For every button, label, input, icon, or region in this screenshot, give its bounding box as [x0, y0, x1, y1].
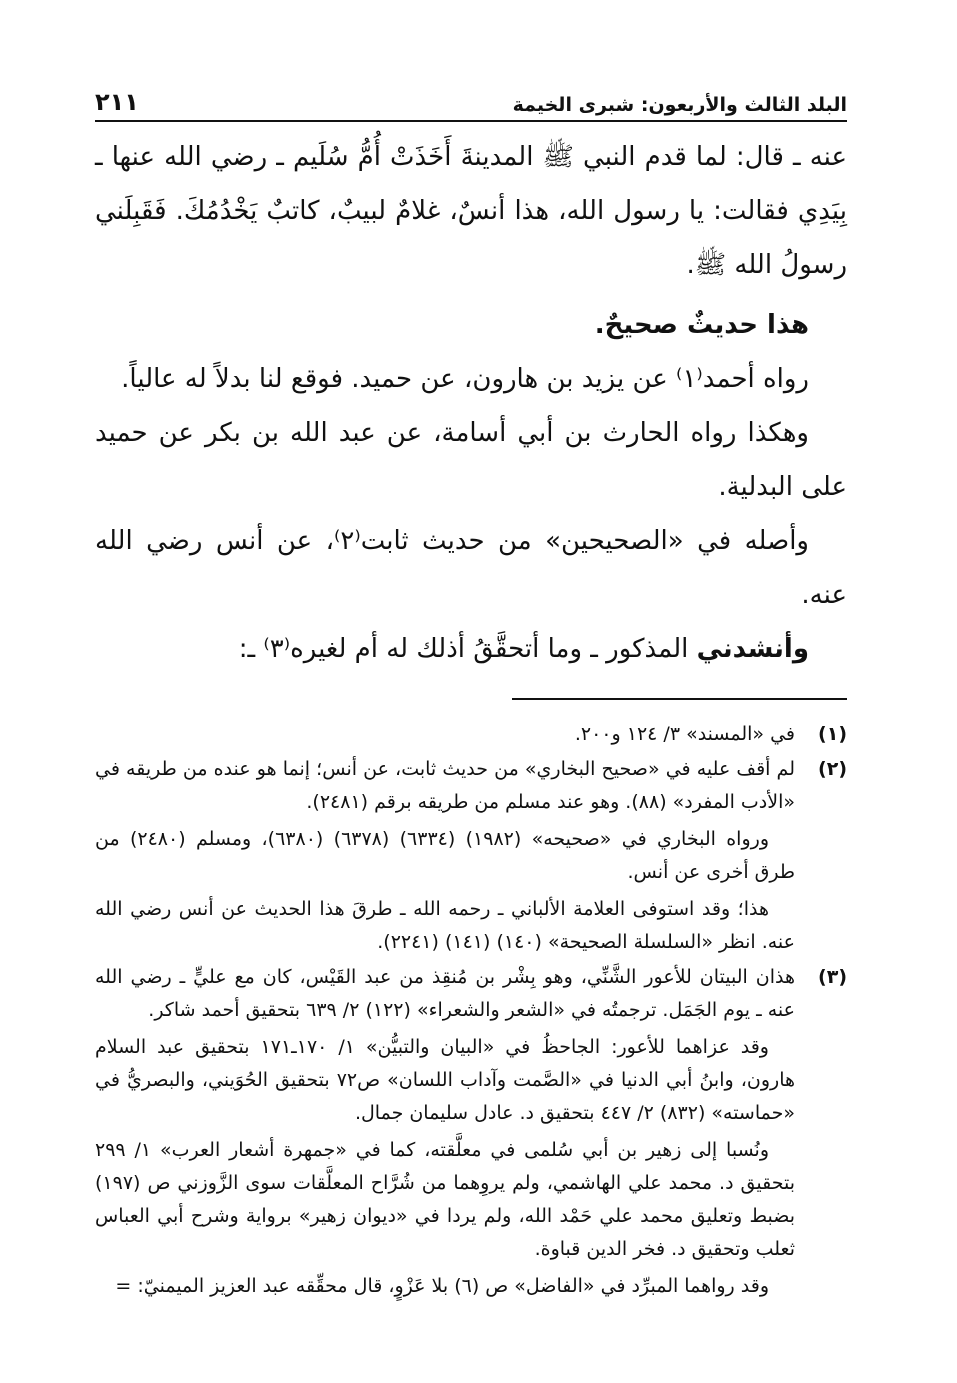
running-title: البلد الثالث والأربعون: شبرى الخيمة [512, 94, 847, 116]
book-page [95, 70, 847, 1305]
paragraph-narration-harith: وهكذا رواه الحارث بن أبي أسامة، عن عبد الله بن بكر عن حميد على البدلية. [95, 418, 847, 502]
footnote-text: ونُسبا إلى زهير بن أبي سُلمى في معلَّقته، كما في «جمهرة أشعار العرب» ١/ ٢٩٩ بتحقيق د. محمد علي الهاشمي، ولم يروِهما من شُرَّاح المعلَّقات سوى الزَّوزني ص (١٩٧) بضبط وتعليق محمد علي حَمْد الله، ولم يردا في «ديوان زهير» برواية وشرح أبي العباس ثعلب وتحقيق د. فخر الدين قباوة. [95, 1139, 795, 1260]
page-header [95, 70, 847, 122]
footnote-text: في «المسند» ٣/ ١٢٤ و٢٠٠. [574, 723, 795, 745]
footnotes [95, 718, 847, 1303]
footnote-1 [95, 718, 847, 751]
footnote-3 [95, 961, 847, 1303]
footnote-text: هذا؛ وقد استوفى العلامة الألباني ـ رحمه الله ـ طرقَ هذا الحديث عن أنس رضي الله عنه. انظر «السلسلة الصحيحة» (١٤٠) (١٤١) (٢٢٤١). [95, 898, 795, 953]
main-text [95, 130, 847, 676]
poem-intro-rest: المذكور ـ وما أتحقَّقُ أذلك له أم لغيره⁽٣⁾ ـ: [238, 634, 697, 664]
paragraph-hadith: عنه ـ قال: لما قدم النبي ﷺ المدينةَ أَخَذَتْ أُمُّ سُلَيم ـ رضي الله عنها ـ بِيَدِي فقالت: يا رسول الله، هذا أنسٌ، غلامٌ لبيبٌ، كاتبٌ يَخْدُمُكَ. فَقَبِلَني رسولُ الله ﷺ. [95, 142, 847, 280]
poem-intro-lead: وأنشدني [696, 634, 809, 664]
footnote-text: هذان البيتان للأعور الشَّنِّي، وهو بِشْر بن مُنقِذ من عبد القَيْس، كان مع عليٍّ ـ رضي الله عنه ـ يوم الجَمَل. ترجمتُه في «الشعر والشعراء» (١٢٢) ٢/ ٦٣٩ بتحقيق أحمد شاكر. [95, 966, 795, 1021]
footnote-text: ورواه البخاري في «صحيحه» (١٩٨٢) (٦٣٣٤) (٦٣٧٨) (٦٣٨٠)، ومسلم (٢٤٨٠) من طرق أخرى عن أنس. [95, 828, 795, 883]
paragraph-narration-ahmad: رواه أحمد⁽١⁾ عن يزيد بن هارون، عن حميد. فوقع لنا بدلاً له عالياً. [121, 364, 809, 394]
paragraph-poem-intro [95, 622, 847, 676]
footnote-number: (٣) [818, 966, 847, 988]
footnote-number: (٢) [818, 758, 847, 780]
paragraph-grading: هذا حديثٌ صحيحٌ. [594, 310, 809, 340]
footnote-separator [512, 698, 847, 700]
page-number: ٢١١ [95, 88, 139, 116]
footnote-text: وقد عزاهما للأعور: الجاحظُ في «البيان والتبيُّن» ١/ ١٧٠ـ١٧١ بتحقيق عبد السلام هارون، وابنُ أبي الدنيا في «الصَّمت وآداب اللسان» ص٧٢ بتحقيق الحُوَيني، والبصريُّ في «حماسته» (٨٣٢) ٢/ ٤٤٧ بتحقيق د. عادل سليمان جمال. [95, 1036, 795, 1124]
footnote-number: (١) [818, 723, 847, 745]
footnote-text: لم أقف عليه في «صحيح البخاري» من حديث ثابت، عن أنس؛ إنما هو عنده من طريقه في «الأدب المفرد» (٨٨). وهو عند مسلم من طريقه برقم (٢٤٨١). [95, 758, 795, 813]
paragraph-origin: وأصله في «الصحيحين» من حديث ثابت⁽٢⁾، عن أنس رضي الله عنه. [95, 526, 847, 610]
footnote-2 [95, 753, 847, 959]
footnote-text: وقد رواهما المبرِّد في «الفاضل» ص (٦) بلا عَزْوٍ، قال محقِّقه عبد العزيز الميمنيّ: = [115, 1275, 769, 1297]
